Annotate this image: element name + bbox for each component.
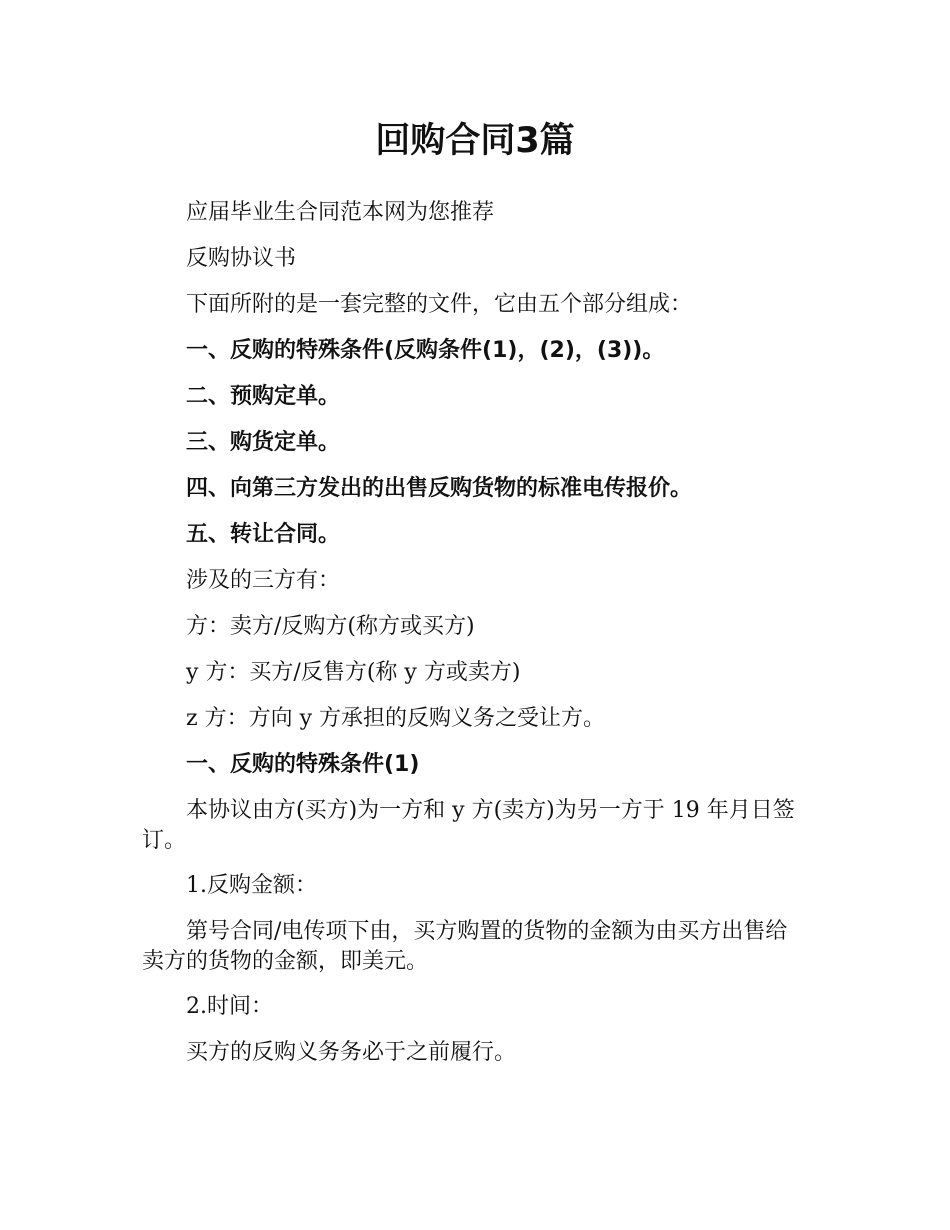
paragraph-party-z: z 方：方向 y 方承担的反购义务之受让方。 bbox=[186, 706, 606, 731]
paragraph-party-x: 方：卖方/反购方(称方或买方) bbox=[186, 614, 475, 639]
paragraph-agreement-title: 反购协议书 bbox=[186, 246, 297, 271]
paragraph-intro: 下面所附的是一套完整的文件，它由五个部分组成： bbox=[186, 292, 693, 317]
paragraph-parties-intro: 涉及的三方有： bbox=[186, 568, 341, 593]
paragraph-clause-1-body: 第号合同/电传项下由，买方购置的货物的金额为由买方出售给卖方的货物的金额，即美元。 bbox=[142, 919, 788, 974]
document-title: 回购合同3篇 bbox=[375, 121, 575, 161]
heading-part-4: 四、向第三方发出的出售反购货物的标准电传报价。 bbox=[186, 476, 693, 501]
paragraph-agreement-signing: 本协议由方(买方)为一方和 y 方(卖方)为另一方于 19 年月日签订。 bbox=[142, 798, 795, 853]
heading-part-1: 一、反购的特殊条件(反购条件(1)，(2)，(3))。 bbox=[186, 338, 665, 363]
paragraph-party-y: y 方：买方/反售方(称 y 方或卖方) bbox=[186, 660, 521, 685]
document-body bbox=[142, 198, 797, 1084]
heading-special-conditions-1: 一、反购的特殊条件(1) bbox=[186, 752, 420, 777]
paragraph-clause-2-title: 2.时间： bbox=[186, 994, 273, 1019]
paragraph-clause-1-title: 1.反购金额： bbox=[186, 873, 317, 898]
heading-part-2: 二、预购定单。 bbox=[186, 384, 341, 409]
heading-part-3: 三、购货定单。 bbox=[186, 430, 341, 455]
paragraph-recommendation: 应届毕业生合同范本网为您推荐 bbox=[186, 200, 495, 225]
heading-part-5: 五、转让合同。 bbox=[186, 522, 341, 547]
paragraph-clause-2-body: 买方的反购义务务必于之前履行。 bbox=[186, 1040, 517, 1065]
